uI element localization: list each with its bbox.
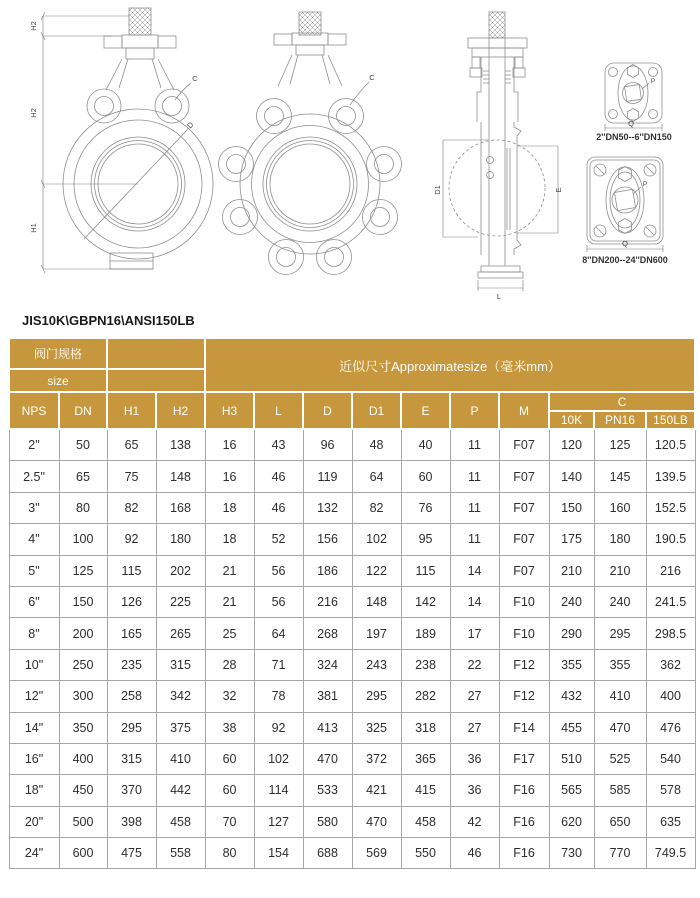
table-cell: 32 (205, 681, 254, 712)
table-cell: 11 (450, 429, 499, 461)
dim-label-c-wafer: C (192, 74, 198, 83)
table-cell: 5" (9, 555, 59, 586)
table-cell: 295 (594, 618, 646, 649)
table-cell: 470 (594, 712, 646, 743)
table-row (9, 775, 695, 806)
table-cell: 375 (156, 712, 205, 743)
table-cell: 46 (254, 461, 303, 492)
table-cell: F07 (499, 461, 549, 492)
table-cell: 650 (594, 806, 646, 837)
table-cell: 2" (9, 429, 59, 461)
table-cell: 21 (205, 555, 254, 586)
iso-pad-large-drawing (587, 157, 663, 244)
table-cell: 540 (646, 743, 695, 774)
table-cell: 20" (9, 806, 59, 837)
table-cell: 82 (107, 492, 156, 523)
drawing-labels (29, 21, 655, 301)
table-cell: 48 (352, 429, 401, 461)
table-cell: 470 (303, 743, 352, 774)
table-cell: 27 (450, 712, 499, 743)
table-cell: 38 (205, 712, 254, 743)
table-cell: 318 (401, 712, 450, 743)
table-cell: 415 (401, 775, 450, 806)
table-cell: 22 (450, 649, 499, 680)
col-header-nps: NPS (9, 392, 59, 429)
table-cell: 16" (9, 743, 59, 774)
table-cell: 42 (450, 806, 499, 837)
table-cell: 145 (594, 461, 646, 492)
header-blank-bottom (107, 369, 205, 392)
table-cell: 18 (205, 492, 254, 523)
dim-label-h1: H1 (29, 223, 38, 233)
table-cell: 268 (303, 618, 352, 649)
table-cell: 154 (254, 838, 303, 869)
col-header-10k: 10K (549, 411, 594, 429)
table-cell: 132 (303, 492, 352, 523)
col-header-150lb: 150LB (646, 411, 695, 429)
table-cell: 10" (9, 649, 59, 680)
table-cell: 160 (594, 492, 646, 523)
table-cell: 6" (9, 586, 59, 617)
table-cell: 770 (594, 838, 646, 869)
table-cell: 80 (205, 838, 254, 869)
wafer-valve-front-drawing (63, 8, 213, 269)
table-cell: 75 (107, 461, 156, 492)
table-cell: 225 (156, 586, 205, 617)
col-header-e: E (401, 392, 450, 429)
table-cell: 142 (401, 586, 450, 617)
dimension-lines (41, 12, 663, 291)
table-cell: 197 (352, 618, 401, 649)
table-cell: 70 (205, 806, 254, 837)
table-cell: 11 (450, 461, 499, 492)
table-cell: 324 (303, 649, 352, 680)
table-cell: 76 (401, 492, 450, 523)
col-header-c-group: C (549, 392, 695, 411)
table-cell: 114 (254, 775, 303, 806)
dim-label-l: L (496, 292, 502, 301)
table-cell: 14 (450, 586, 499, 617)
table-cell: 2.5" (9, 461, 59, 492)
table-cell: 156 (303, 524, 352, 555)
table-cell: 190.5 (646, 524, 695, 555)
header-blank-top (107, 338, 205, 369)
table-cell: F12 (499, 681, 549, 712)
table-cell: 730 (549, 838, 594, 869)
table-cell: 350 (59, 712, 107, 743)
table-cell: 569 (352, 838, 401, 869)
table-cell: F07 (499, 492, 549, 523)
table-cell: 78 (254, 681, 303, 712)
table-cell: 558 (156, 838, 205, 869)
table-cell: 46 (450, 838, 499, 869)
table-cell: 235 (107, 649, 156, 680)
table-cell: F16 (499, 838, 549, 869)
table-cell: 119 (303, 461, 352, 492)
table-cell: 56 (254, 586, 303, 617)
iso-pad-small-drawing (605, 63, 662, 123)
table-cell: 126 (107, 586, 156, 617)
table-cell: 200 (59, 618, 107, 649)
table-cell: 3" (9, 492, 59, 523)
table-cell: 578 (646, 775, 695, 806)
table-cell: 25 (205, 618, 254, 649)
table-cell: 525 (594, 743, 646, 774)
table-cell: 21 (205, 586, 254, 617)
table-cell: 27 (450, 681, 499, 712)
dim-label-p-small: P (650, 78, 656, 85)
table-cell: 189 (401, 618, 450, 649)
header-size-en: size (9, 369, 107, 392)
table-cell: 240 (549, 586, 594, 617)
table-cell: 413 (303, 712, 352, 743)
table-cell: 165 (107, 618, 156, 649)
table-cell: 138 (156, 429, 205, 461)
table-cell: 43 (254, 429, 303, 461)
table-cell: 295 (107, 712, 156, 743)
table-row (9, 838, 695, 869)
dim-label-c-lug: C (369, 73, 375, 82)
table-cell: 152.5 (646, 492, 695, 523)
table-cell: 180 (594, 524, 646, 555)
col-header-h1: H1 (107, 392, 156, 429)
valve-technical-drawings (0, 0, 700, 312)
table-cell: 125 (594, 429, 646, 461)
header-valve-spec-cn: 阀门规格 (9, 338, 107, 369)
col-header-p: P (450, 392, 499, 429)
dim-label-e: E (554, 187, 563, 193)
table-cell: F07 (499, 555, 549, 586)
table-cell: 258 (107, 681, 156, 712)
table-cell: 115 (107, 555, 156, 586)
table-cell: 65 (59, 461, 107, 492)
table-cell: 36 (450, 775, 499, 806)
table-cell: 688 (303, 838, 352, 869)
table-cell: 175 (549, 524, 594, 555)
table-cell: 240 (594, 586, 646, 617)
spec-table-body (9, 429, 695, 869)
standards-title: JIS10K\GBPN16\ANSI150LB (22, 313, 195, 328)
table-cell: 180 (156, 524, 205, 555)
table-cell: 476 (646, 712, 695, 743)
table-cell: 365 (401, 743, 450, 774)
pad-small-caption: 2''DN50--6''DN150 (596, 132, 672, 142)
table-cell: 400 (59, 743, 107, 774)
table-cell: 150 (549, 492, 594, 523)
table-cell: 102 (254, 743, 303, 774)
table-cell: 12" (9, 681, 59, 712)
table-cell: 127 (254, 806, 303, 837)
table-cell: 398 (107, 806, 156, 837)
table-cell: 139.5 (646, 461, 695, 492)
table-cell: F16 (499, 775, 549, 806)
table-cell: 60 (205, 775, 254, 806)
table-cell: 8" (9, 618, 59, 649)
table-cell: 40 (401, 429, 450, 461)
table-cell: 92 (254, 712, 303, 743)
table-cell: 410 (156, 743, 205, 774)
table-cell: 17 (450, 618, 499, 649)
table-cell: 241.5 (646, 586, 695, 617)
table-cell: 216 (646, 555, 695, 586)
table-cell: 11 (450, 492, 499, 523)
table-row (9, 429, 695, 461)
table-cell: F10 (499, 618, 549, 649)
table-cell: 140 (549, 461, 594, 492)
table-cell: 600 (59, 838, 107, 869)
table-cell: 458 (156, 806, 205, 837)
table-cell: 95 (401, 524, 450, 555)
table-cell: 470 (352, 806, 401, 837)
col-header-l: L (254, 392, 303, 429)
table-cell: 16 (205, 461, 254, 492)
table-row (9, 743, 695, 774)
table-row (9, 461, 695, 492)
table-cell: 28 (205, 649, 254, 680)
table-cell: 115 (401, 555, 450, 586)
table-cell: 250 (59, 649, 107, 680)
table-cell: 80 (59, 492, 107, 523)
lug-valve-front-drawing (219, 12, 402, 275)
col-header-dn: DN (59, 392, 107, 429)
table-cell: 580 (303, 806, 352, 837)
table-cell: 186 (303, 555, 352, 586)
table-row (9, 806, 695, 837)
table-cell: 60 (205, 743, 254, 774)
table-cell: 60 (401, 461, 450, 492)
table-cell: 71 (254, 649, 303, 680)
table-cell: 100 (59, 524, 107, 555)
table-cell: 315 (156, 649, 205, 680)
table-cell: 265 (156, 618, 205, 649)
table-row (9, 681, 695, 712)
table-row (9, 649, 695, 680)
table-row (9, 555, 695, 586)
col-header-d1: D1 (352, 392, 401, 429)
table-cell: 238 (401, 649, 450, 680)
dimension-spec-table (8, 337, 696, 869)
col-header-h3: H3 (205, 392, 254, 429)
table-cell: 282 (401, 681, 450, 712)
table-cell: 36 (450, 743, 499, 774)
col-header-m: M (499, 392, 549, 429)
table-cell: 210 (594, 555, 646, 586)
header-approx-size: 近似尺寸Approximatesize（毫米mm） (205, 338, 695, 392)
table-cell: 150 (59, 586, 107, 617)
table-cell: 749.5 (646, 838, 695, 869)
table-cell: 510 (549, 743, 594, 774)
table-cell: 450 (59, 775, 107, 806)
table-cell: 64 (352, 461, 401, 492)
table-cell: 14" (9, 712, 59, 743)
table-cell: 400 (646, 681, 695, 712)
table-cell: 65 (107, 429, 156, 461)
table-row (9, 492, 695, 523)
table-cell: 585 (594, 775, 646, 806)
table-cell: 18" (9, 775, 59, 806)
table-cell: 216 (303, 586, 352, 617)
table-row (9, 524, 695, 555)
dim-label-h2-top: H2 (29, 21, 38, 31)
table-cell: 56 (254, 555, 303, 586)
table-cell: 120 (549, 429, 594, 461)
table-cell: 16 (205, 429, 254, 461)
table-cell: 148 (352, 586, 401, 617)
table-cell: 24" (9, 838, 59, 869)
table-cell: 421 (352, 775, 401, 806)
col-header-h2: H2 (156, 392, 205, 429)
table-cell: 372 (352, 743, 401, 774)
table-cell: 432 (549, 681, 594, 712)
table-cell: 14 (450, 555, 499, 586)
table-cell: 533 (303, 775, 352, 806)
table-row (9, 712, 695, 743)
table-cell: 92 (107, 524, 156, 555)
table-cell: 210 (549, 555, 594, 586)
table-cell: 315 (107, 743, 156, 774)
table-cell: 325 (352, 712, 401, 743)
table-cell: 298.5 (646, 618, 695, 649)
table-cell: 381 (303, 681, 352, 712)
table-cell: 82 (352, 492, 401, 523)
table-cell: F16 (499, 806, 549, 837)
table-cell: 442 (156, 775, 205, 806)
col-header-pn16: PN16 (594, 411, 646, 429)
table-cell: 342 (156, 681, 205, 712)
table-cell: 46 (254, 492, 303, 523)
table-cell: 4" (9, 524, 59, 555)
table-cell: 410 (594, 681, 646, 712)
table-cell: 565 (549, 775, 594, 806)
table-cell: 243 (352, 649, 401, 680)
table-cell: 64 (254, 618, 303, 649)
table-cell: F10 (499, 586, 549, 617)
col-header-d: D (303, 392, 352, 429)
table-cell: 102 (352, 524, 401, 555)
table-cell: 11 (450, 524, 499, 555)
table-cell: 52 (254, 524, 303, 555)
table-cell: F17 (499, 743, 549, 774)
spec-table-header (9, 338, 695, 429)
dim-label-q-large: Q (622, 239, 628, 248)
table-cell: 120.5 (646, 429, 695, 461)
dim-label-p-large: P (642, 181, 648, 188)
table-cell: 455 (549, 712, 594, 743)
table-cell: F14 (499, 712, 549, 743)
table-cell: 18 (205, 524, 254, 555)
table-cell: 620 (549, 806, 594, 837)
table-row (9, 618, 695, 649)
table-cell: 300 (59, 681, 107, 712)
table-cell: F12 (499, 649, 549, 680)
valve-side-section-drawing (449, 12, 545, 278)
table-cell: 202 (156, 555, 205, 586)
table-cell: 458 (401, 806, 450, 837)
dim-label-d: D (185, 120, 196, 131)
table-cell: 50 (59, 429, 107, 461)
dim-label-d1: D1 (433, 185, 442, 195)
table-cell: 370 (107, 775, 156, 806)
table-cell: 125 (59, 555, 107, 586)
table-cell: 355 (594, 649, 646, 680)
table-cell: 635 (646, 806, 695, 837)
table-cell: 290 (549, 618, 594, 649)
table-cell: 122 (352, 555, 401, 586)
dim-label-h2: H2 (29, 108, 38, 118)
table-cell: 148 (156, 461, 205, 492)
table-cell: 550 (401, 838, 450, 869)
table-cell: F07 (499, 524, 549, 555)
table-cell: 362 (646, 649, 695, 680)
table-cell: 355 (549, 649, 594, 680)
table-cell: F07 (499, 429, 549, 461)
pad-large-caption: 8''DN200--24''DN600 (582, 255, 668, 265)
table-row (9, 586, 695, 617)
table-cell: 295 (352, 681, 401, 712)
dim-label-q-small: Q (628, 119, 634, 128)
table-cell: 168 (156, 492, 205, 523)
table-cell: 96 (303, 429, 352, 461)
table-cell: 475 (107, 838, 156, 869)
table-cell: 500 (59, 806, 107, 837)
